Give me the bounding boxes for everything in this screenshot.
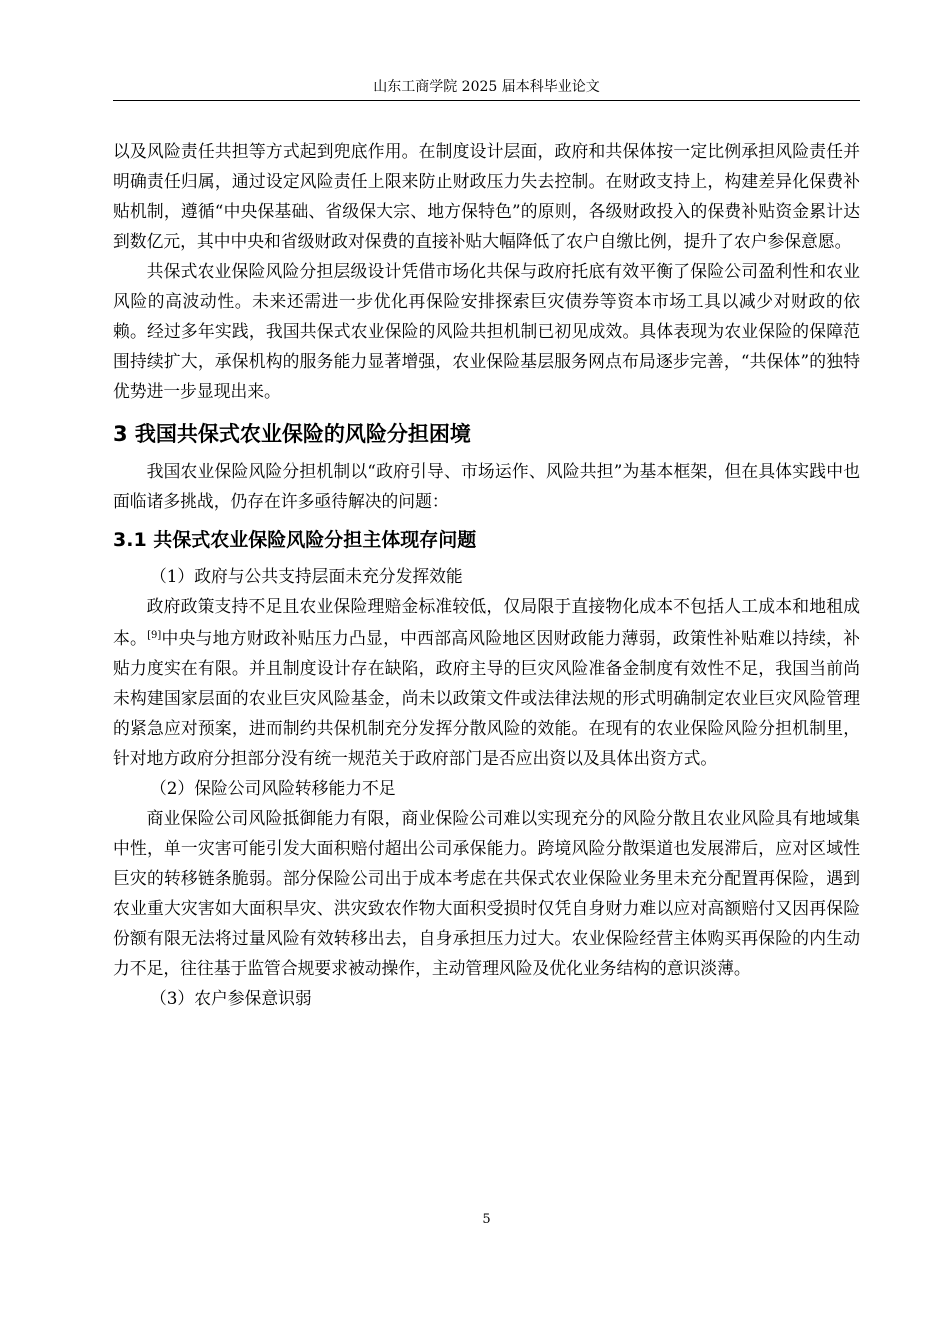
paragraph-continued: 以及风险责任共担等方式起到兜底作用。在制度设计层面，政府和共保体按一定比例承担风险责任并明确责任归属，通过设定风险责任上限来防止财政压力失去控制。在财政支持上，构建差异化保费补贴机制，遵循“中央保基础、省级保大宗、地方保特色”的原则，各级财政投入的保费补贴资金累计达到数亿元，其中中央和省级财政对保费的直接补贴大幅降低了农户自缴比例，提升了农户参保意愿。 bbox=[113, 141, 860, 251]
header-divider bbox=[113, 100, 860, 101]
item-1-paragraph bbox=[113, 591, 860, 773]
page-number: 5 bbox=[482, 1212, 491, 1227]
item-2-paragraph: 商业保险公司风险抵御能力有限，商业保险公司难以实现充分的风险分散且农业风险具有地域集中性，单一灾害可能引发大面积赔付超出公司承保能力。跨境风险分散渠道也发展滞后，应对区域性巨灾的转移链条脆弱。部分保险公司出于成本考虑在共保式农业保险业务里未充分配置再保险，遇到农业重大灾害如大面积旱灾、洪灾致农作物大面积受损时仅凭自身财力难以应对高额赔付又因再保险份额有限无法将过量风险有效转移出去，自身承担压力过大。农业保险经营主体购买再保险的内生动力不足，往往基于监管合规要求被动操作，主动管理风险及优化业务结构的意识淡薄。 bbox=[113, 808, 860, 978]
item-3-title: （3）农户参保意识弱 bbox=[149, 988, 312, 1008]
item-2-title: （2）保险公司风险转移能力不足 bbox=[149, 778, 396, 798]
citation-ref-9: [9] bbox=[147, 630, 162, 641]
paragraph-risk-sharing-summary: 共保式农业保险风险分担层级设计凭借市场化共保与政府托底有效平衡了保险公司盈利性和农业风险的高波动性。未来还需进一步优化再保险安排探索巨灾债券等资本市场工具以减少对财政的依赖。经过多年实践，我国共保式农业保险的风险共担机制已初见成效。具体表现为农业保险的保障范围持续扩大，承保机构的服务能力显著增强，农业保险基层服务网点布局逐步完善，“共保体”的独特优势进一步显现出来。 bbox=[113, 261, 860, 401]
running-header: 山东工商学院 2025 届本科毕业论文 bbox=[373, 79, 600, 95]
section-3-heading: 3 我国共保式农业保险的风险分担困境 bbox=[113, 422, 471, 446]
page-body bbox=[113, 136, 860, 1013]
item-1-text-a: 政府政策支持不足且农业保险理赔金标准较低，仅局限于直接物化成本不包括人工成本和地租成本。 bbox=[113, 596, 860, 648]
item-1-text-b: 中央与地方财政补贴压力凸显，中西部高风险地区因财政能力薄弱，政策性补贴难以持续，补贴力度实在有限。并且制度设计存在缺陷，政府主导的巨灾风险准备金制度有效性不足，我国当前尚未构建国家层面的农业巨灾风险基金，尚未以政策文件或法律法规的形式明确制定农业巨灾风险管理的紧急应对预案，进而制约共保机制充分发挥分散风险的效能。在现有的农业保险风险分担机制里，针对地方政府分担部分没有统一规范关于政府部门是否应出资以及具体出资方式。 bbox=[113, 628, 860, 768]
section-3-1-heading: 3.1 共保式农业保险风险分担主体现存问题 bbox=[113, 529, 477, 551]
item-1-title: （1）政府与公共支持层面未充分发挥效能 bbox=[149, 566, 463, 586]
section-3-intro: 我国农业保险风险分担机制以“政府引导、市场运作、风险共担”为基本框架，但在具体实践中也面临诸多挑战，仍存在许多亟待解决的问题： bbox=[113, 461, 860, 511]
